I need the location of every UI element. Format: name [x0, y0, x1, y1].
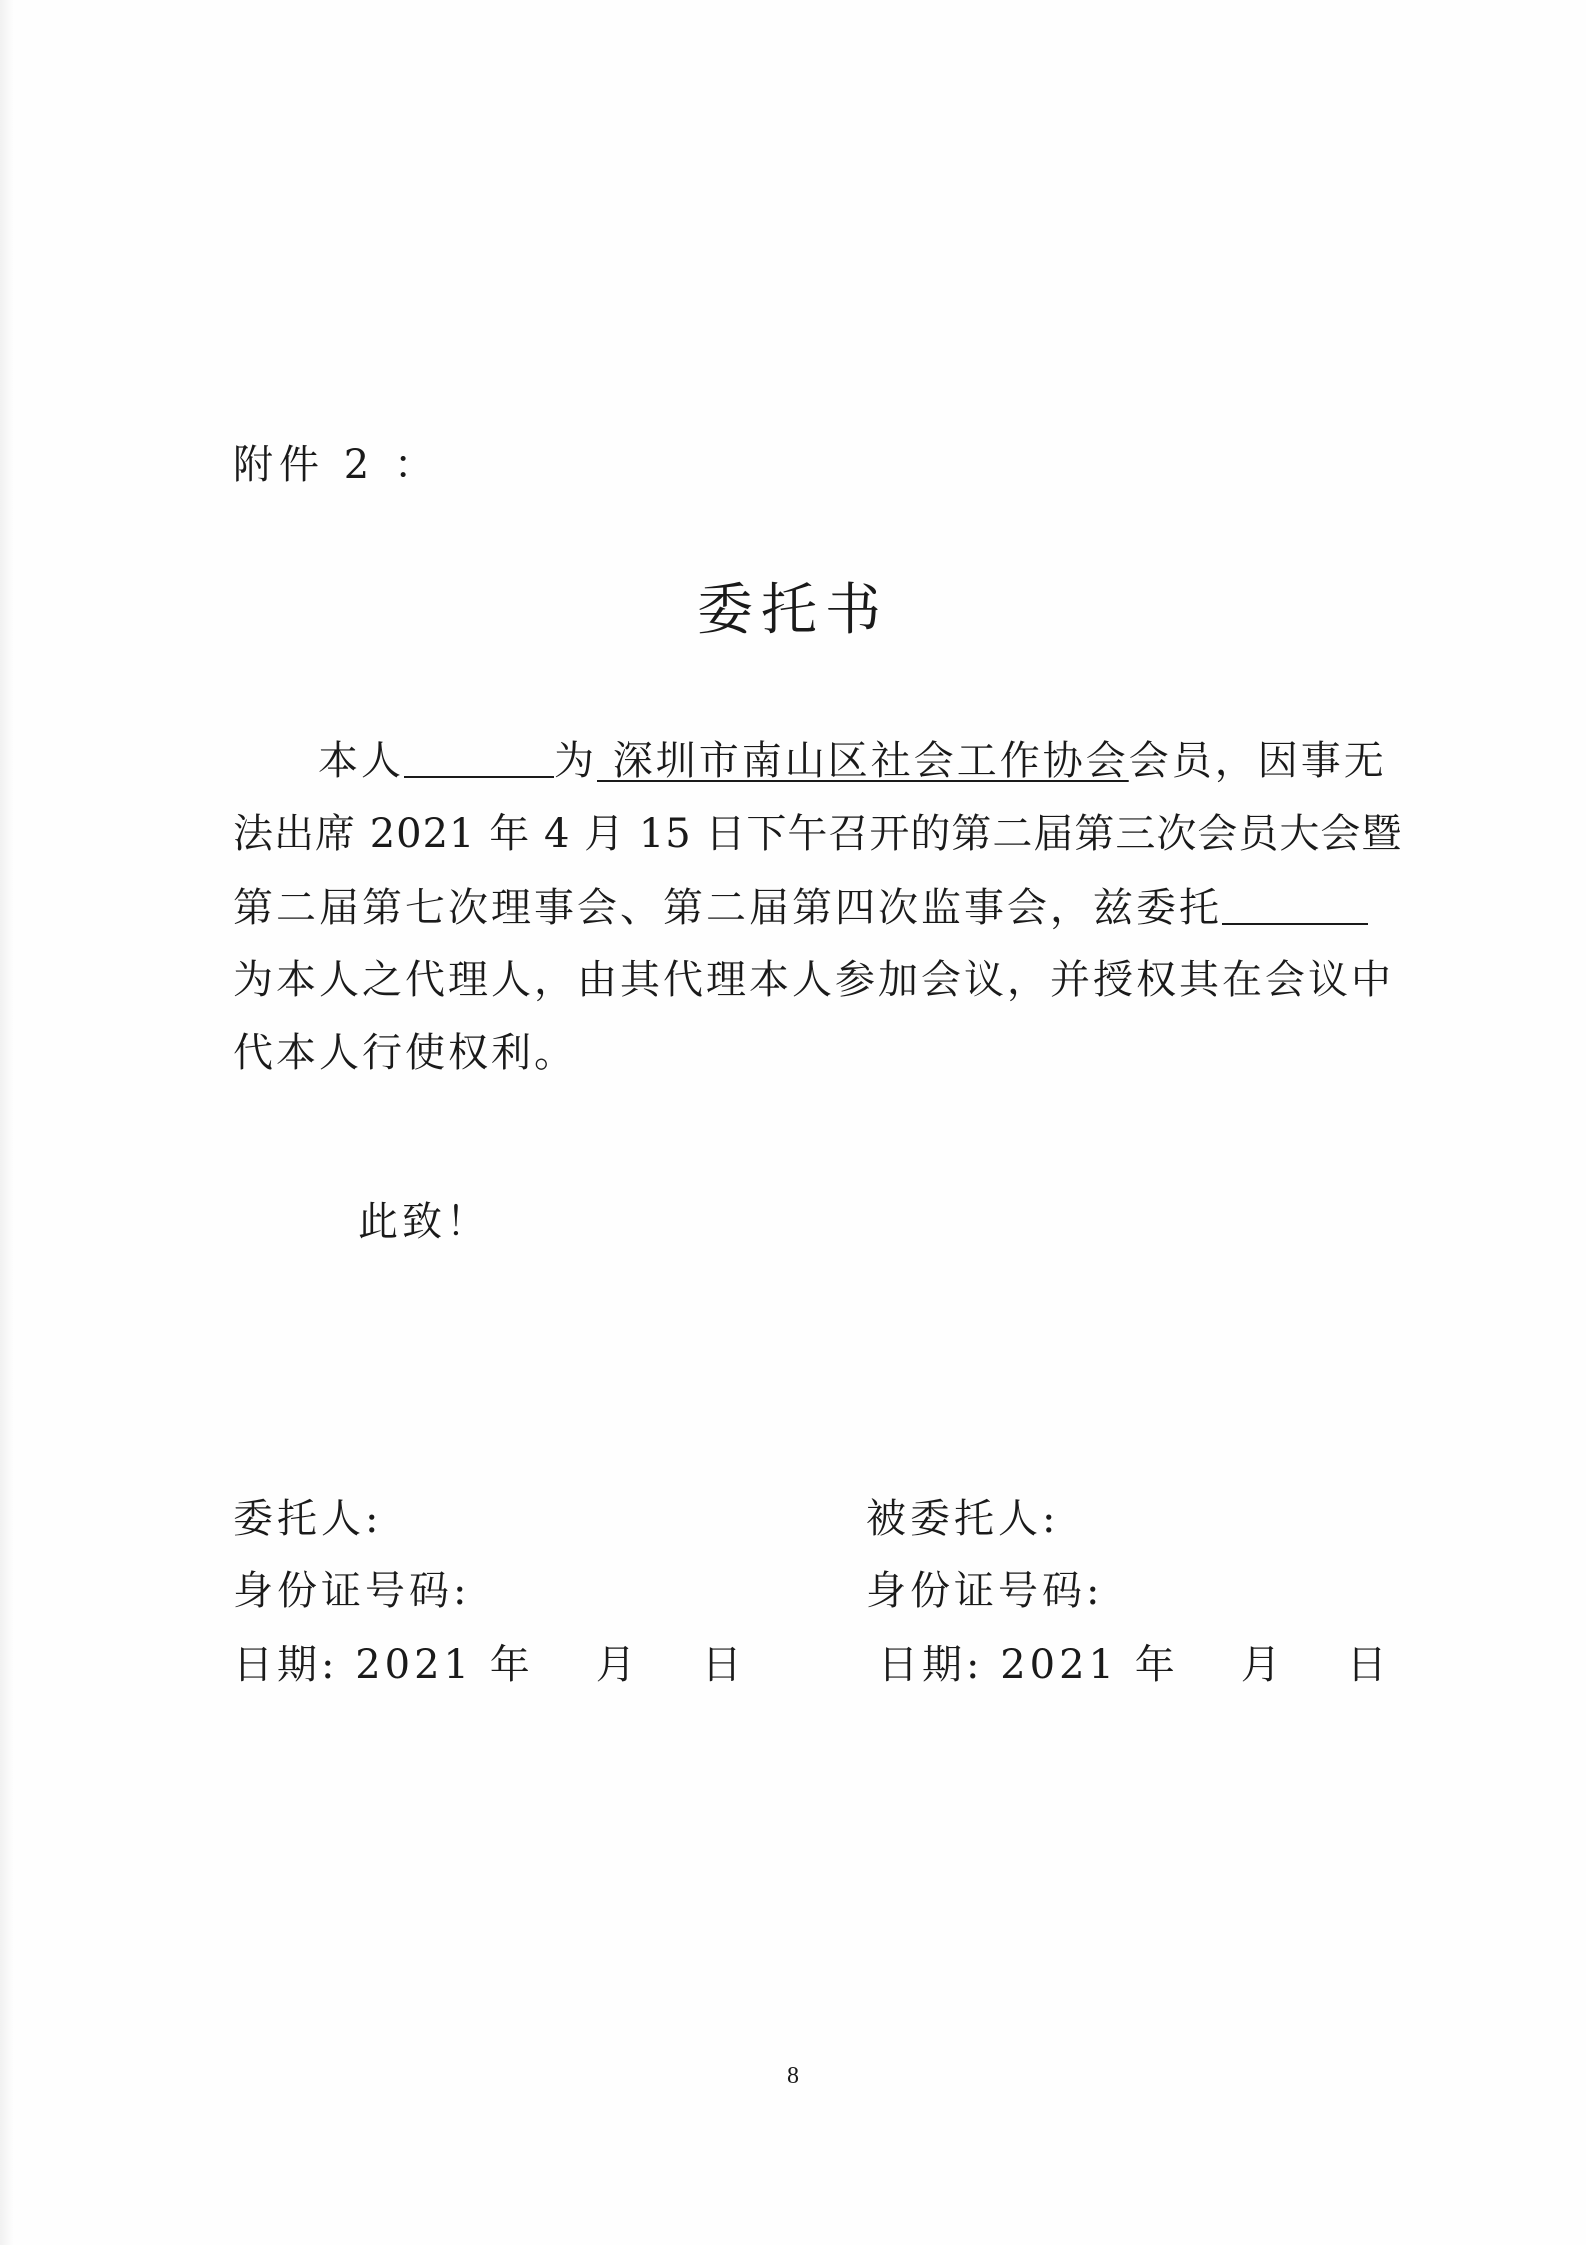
agent-name-blank [1222, 887, 1368, 925]
principal-label: 委托人: [233, 1496, 383, 1542]
scan-edge [0, 0, 14, 2245]
agent-id-label: 身份证号码: [866, 1568, 1104, 1614]
principal-date-day: 日 [701, 1642, 746, 1688]
principal-name-blank [404, 740, 554, 778]
attachment-label: 附件 2 ： [233, 442, 440, 488]
body-line-1-for: 为 [554, 738, 597, 784]
body-line-5: 代本人行使权利。 [233, 1030, 577, 1076]
agent-date-month: 月 [1240, 1642, 1285, 1688]
body-line-1-start: 本人 [318, 738, 404, 784]
principal-id-label: 身份证号码: [233, 1568, 471, 1614]
closing-salutation: 此致！ [358, 1199, 490, 1245]
body-line-3 [233, 885, 1368, 931]
principal-date-label: 日期: 2021 年 [233, 1642, 534, 1688]
document-title: 委托书 [697, 578, 889, 643]
page-number: 8 [787, 2063, 799, 2089]
body-line-3-text: 第二届第七次理事会、第二届第四次监事会，兹委托 [233, 885, 1222, 931]
principal-date-month: 月 [595, 1642, 640, 1688]
principal-date [233, 1633, 746, 1690]
body-line-1 [318, 738, 1387, 784]
body-line-1-end: 会员，因事无 [1128, 738, 1387, 784]
organization-name: 深圳市南山区社会工作协会 [597, 738, 1129, 784]
body-line-4: 为本人之代理人，由其代理本人参加会议，并授权其在会议中 [233, 957, 1394, 1003]
agent-date [878, 1633, 1391, 1690]
agent-date-label: 日期: 2021 年 [878, 1642, 1179, 1688]
agent-label: 被委托人: [866, 1496, 1060, 1542]
agent-date-day: 日 [1346, 1642, 1391, 1688]
body-line-2: 法出席 2021 年 4 月 15 日下午召开的第二届第三次会员大会暨 [233, 811, 1403, 857]
